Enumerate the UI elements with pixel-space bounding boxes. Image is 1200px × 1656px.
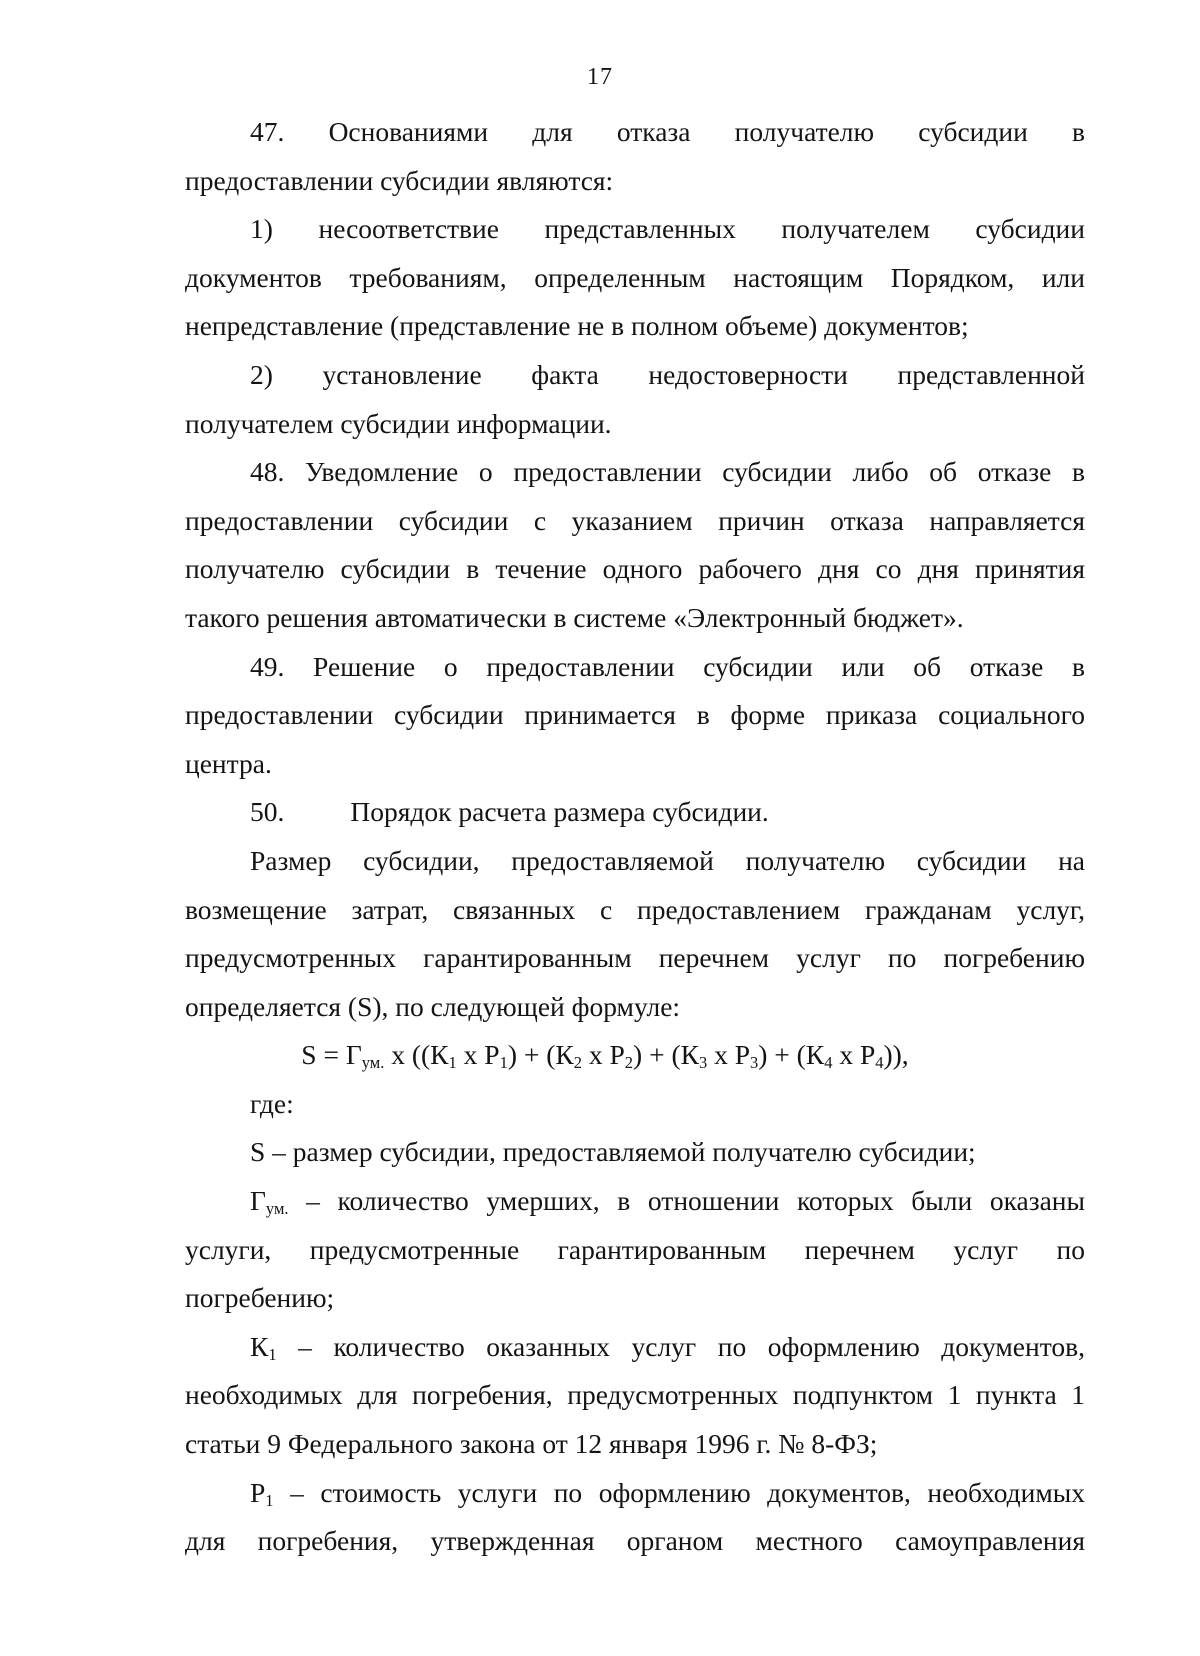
text-line: непредставление (представление не в полном объеме) документов; xyxy=(185,310,969,342)
definition-p1 xyxy=(185,1469,1085,1566)
text-line: услуги, предусмотренные гарантированным перечнем услуг по xyxy=(185,1233,1085,1265)
text-line: статьи 9 Федерального закона от 12 января 1996 г. № 8-ФЗ; xyxy=(185,1428,878,1460)
paragraph-47-item-2 xyxy=(185,351,1085,448)
paragraph-number: 50. xyxy=(250,796,285,828)
document-body xyxy=(185,108,1085,1566)
text-line: предоставлении субсидии с указанием причин отказа направляется xyxy=(185,504,1085,536)
paragraph-50 xyxy=(185,788,1085,837)
text-line: 1) несоответствие представленных получателем субсидии xyxy=(250,213,1085,245)
definition-s xyxy=(185,1128,1085,1177)
text-line: предоставлении субсидии принимается в форме приказа социального xyxy=(185,699,1085,731)
paragraph-49 xyxy=(185,643,1085,789)
subsidy-formula: $S = Г_{ум.}$ x (($К_1$ x $Р_1) + (К_2$ x $Р_2) + (К_3$ x $Р_3) + (К_4$ x $Р_4$)), xyxy=(301,1039,909,1073)
text-line: $Г_{ум.}$ – количество умерших, в отношении которых были оказаны xyxy=(250,1185,1085,1219)
paragraph-48 xyxy=(185,448,1085,642)
text-line: $Р_1$ – стоимость услуги по оформлению документов, необходимых xyxy=(250,1476,1085,1510)
paragraph-47-item-1 xyxy=(185,205,1085,351)
text-line: получателю субсидии в течение одного рабочего дня со дня принятия xyxy=(185,553,1085,585)
text-line: для погребения, утвержденная органом местного самоуправления xyxy=(185,1525,1085,1557)
paragraph-subsidy-size xyxy=(185,837,1085,1031)
text-line: определяется (S), по следующей формуле: xyxy=(185,990,681,1022)
text-line: 2) установление факта недостоверности представленной xyxy=(250,358,1085,390)
text-line: 49. Решение о предоставлении субсидии или об отказе в xyxy=(250,650,1085,682)
text-line: 47. Основаниями для отказа получателю субсидии в xyxy=(250,116,1085,147)
paragraph-47 xyxy=(185,108,1085,205)
text-line: получателем субсидии информации. xyxy=(185,407,612,439)
text-line: S – размер субсидии, предоставляемой получателю субсидии; xyxy=(250,1136,976,1168)
text-line: документов требованиям, определенным настоящим Порядком, или xyxy=(185,261,1085,293)
text-line: предусмотренных гарантированным перечнем услуг по погребению xyxy=(185,942,1085,974)
definition-k1 xyxy=(185,1323,1085,1469)
text-line: 48. Уведомление о предоставлении субсидии либо об отказе в xyxy=(250,456,1085,488)
text-line: $К_1$ – количество оказанных услуг по оформлению документов, xyxy=(250,1330,1085,1364)
text-line: погребению; xyxy=(185,1282,335,1314)
page-number: 17 xyxy=(587,64,613,90)
text-line xyxy=(185,788,1085,837)
text-line: предоставлении субсидии являются: xyxy=(185,164,614,196)
text-line: необходимых для погребения, предусмотренных подпунктом 1 пункта 1 xyxy=(185,1379,1085,1411)
text-line: Размер субсидии, предоставляемой получателю субсидии на xyxy=(250,844,1085,876)
text-line: возмещение затрат, связанных с предоставлением гражданам услуг, xyxy=(185,893,1085,925)
text-line: такого решения автоматически в системе «Электронный бюджет». xyxy=(185,601,964,633)
text-line: центра. xyxy=(185,747,272,779)
definition-g xyxy=(185,1177,1085,1323)
paragraph-heading: Порядок расчета размера субсидии. xyxy=(350,796,769,828)
text-line: где: xyxy=(250,1087,294,1119)
where-label xyxy=(185,1080,1085,1129)
